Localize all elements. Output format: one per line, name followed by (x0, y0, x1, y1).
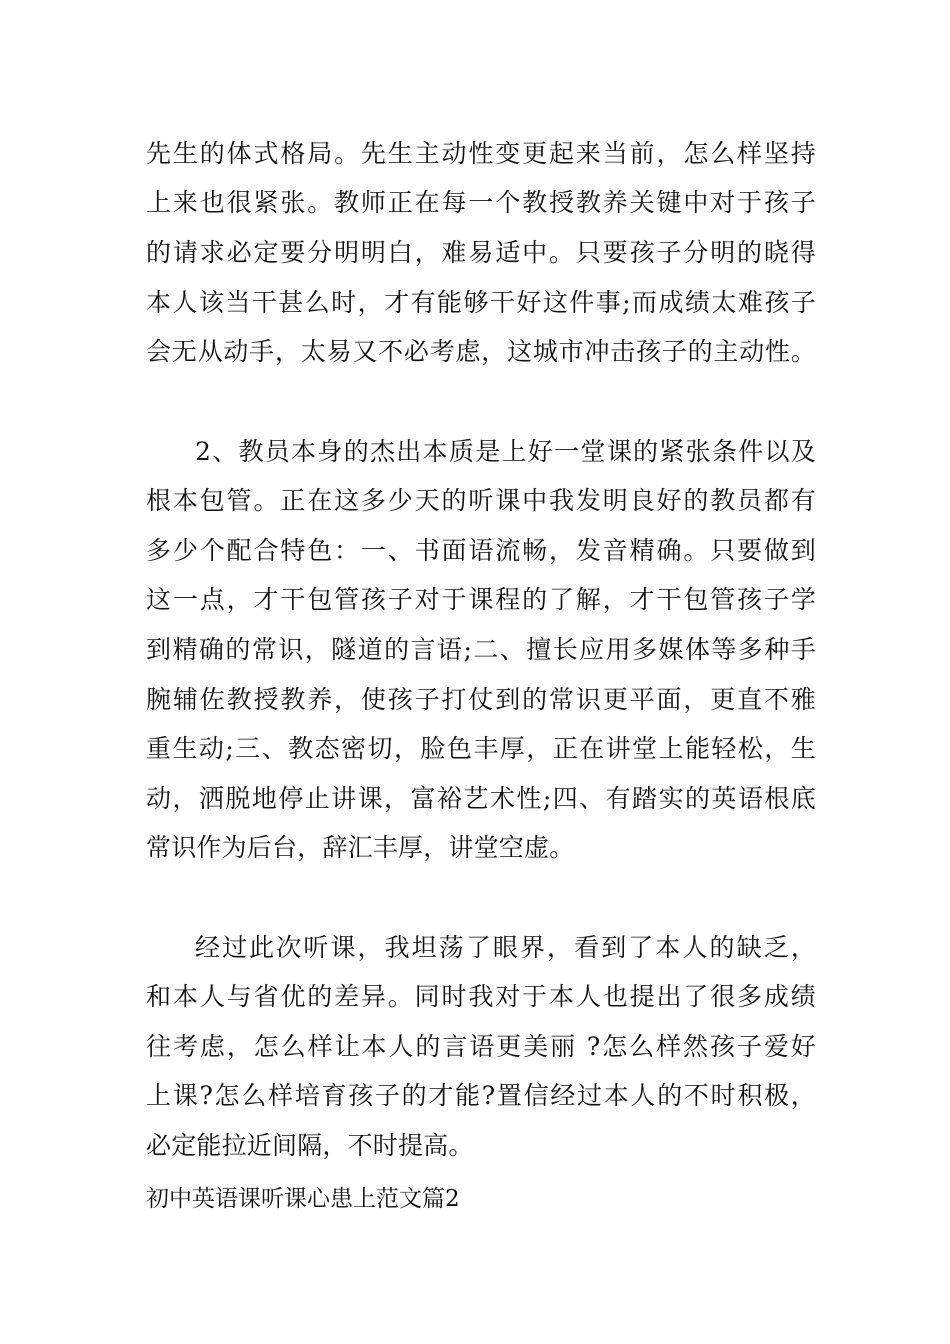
text-line: 上来也很紧张。教师正在每一个教授教养关键中对于孩子 (146, 188, 816, 217)
text-line: 根本包管。正在这多少天的听课中我发明良好的教员都有 (146, 486, 816, 515)
text-line: 经过此次听课，我坦荡了眼界，看到了本人的缺乏， (195, 933, 816, 962)
section-heading: 初中英语课听课心患上范文篇2 (146, 1186, 460, 1212)
text-line: 多少个配合特色：一、书面语流畅，发音精确。只要做到 (146, 536, 816, 565)
text-line: 必定能拉近间隔，不时提高。 (146, 1131, 474, 1160)
text-line: 动，洒脱地停止讲课，富裕艺术性;四、有踏实的英语根底 (146, 784, 816, 813)
text-line: 常识作为后台，辞汇丰厚，讲堂空虚。 (146, 833, 575, 862)
text-line: 往考虑，怎么样让本人的言语更美丽 ?怎么样然孩子爱好 (146, 1032, 816, 1061)
text-line: 和本人与省优的差异。同时我对于本人也提出了很多成绩 (146, 982, 816, 1011)
text-line: 先生的体式格局。先生主动性变更起来当前，怎么样坚持 (146, 139, 816, 168)
text-line: 本人该当干甚么时，才有能够干好这件事;而成绩太难孩子 (146, 288, 816, 317)
text-line: 上课?怎么样培育孩子的才能?置信经过本人的不时积极， (146, 1081, 816, 1110)
text-line: 腕辅佐教授教养，使孩子打仗到的常识更平面，更直不雅 (146, 685, 816, 714)
text-line: 这一点，才干包管孩子对于课程的了解，才干包管孩子学 (146, 585, 816, 614)
text-line: 重生动;三、教态密切，脸色丰厚，正在讲堂上能轻松，生 (146, 734, 816, 763)
text-line: 到精确的常识，隧道的言语;二、擅长应用多媒体等多种手 (146, 635, 816, 664)
text-line: 2、教员本身的杰出本质是上好一堂课的紧张条件以及 (195, 437, 816, 466)
text-line: 的请求必定要分明明白，难易适中。只要孩子分明的晓得 (146, 238, 816, 267)
text-line: 会无从动手，太易又不必考虑，这城市冲击孩子的主动性。 (146, 337, 816, 366)
